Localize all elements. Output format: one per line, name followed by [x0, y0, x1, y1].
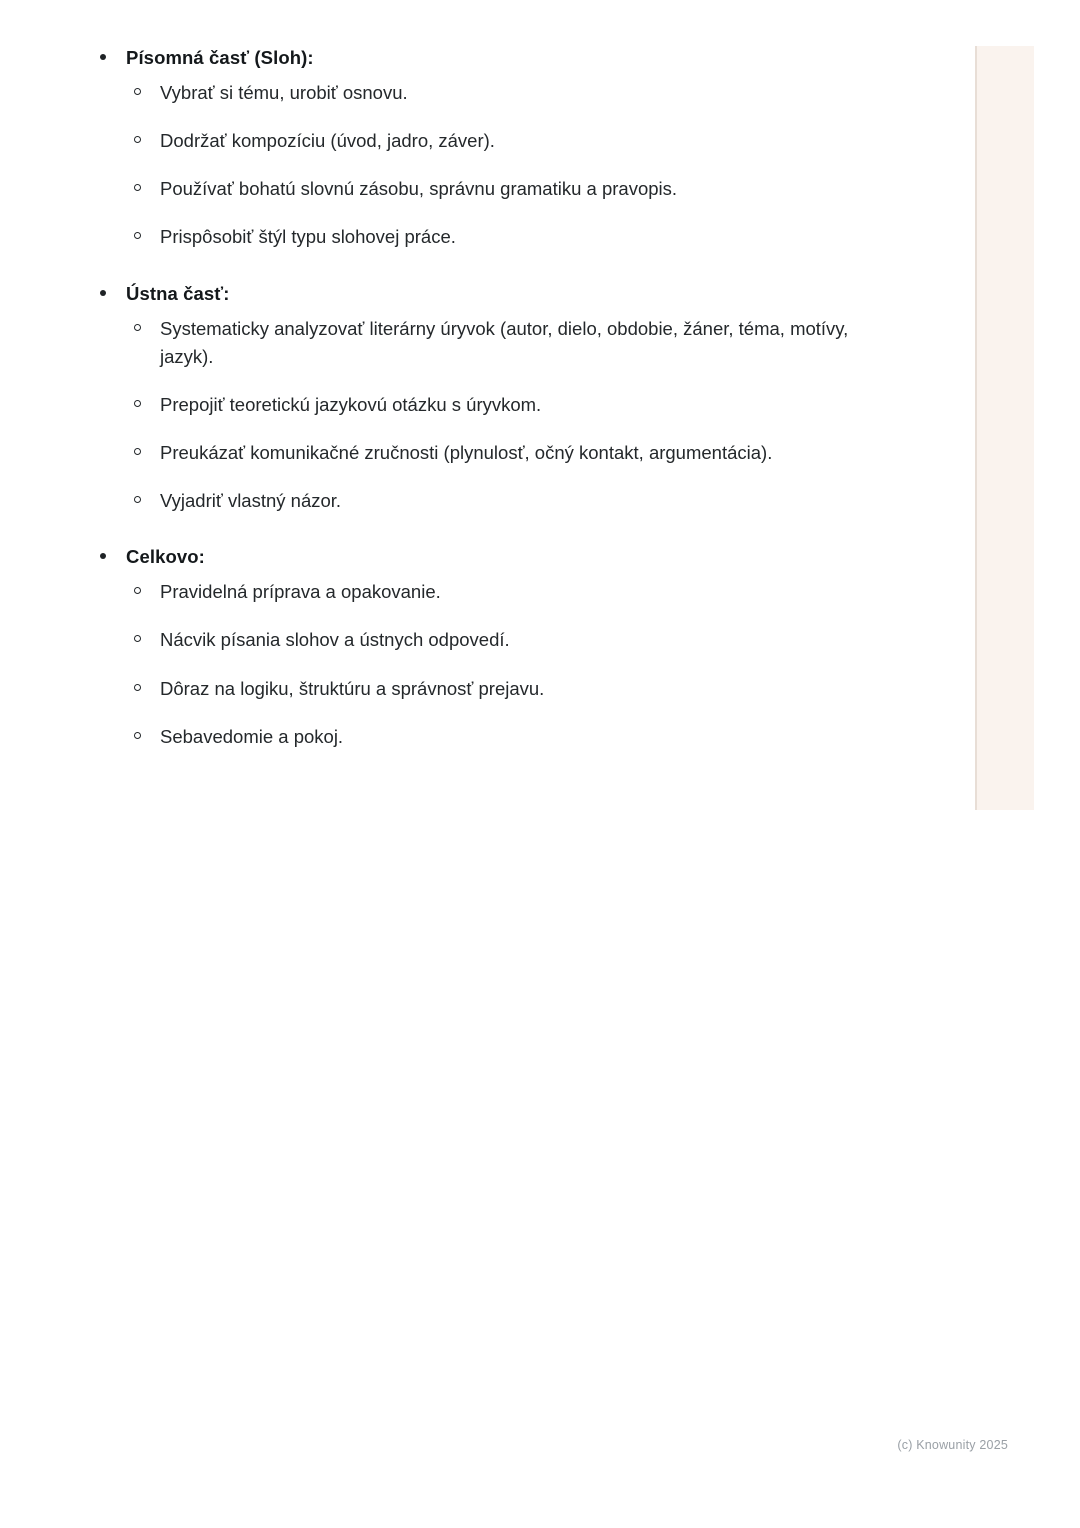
- list-item: [126, 626, 860, 654]
- circle-bullet-icon: [134, 587, 141, 594]
- sub-list: [126, 578, 908, 750]
- list-item-text: Preukázať komunikačné zručnosti (plynulosť, očný kontakt, argumentácia).: [160, 442, 773, 464]
- list-item: [126, 79, 860, 107]
- list-item-text: Vybrať si tému, urobiť osnovu.: [160, 82, 408, 104]
- section-spacer: [88, 266, 908, 282]
- list-item-text: Prispôsobiť štýl typu slohovej práce.: [160, 226, 456, 248]
- list-item: [126, 175, 860, 203]
- margin-stripe-decoration: [975, 46, 1034, 810]
- document-content: [88, 46, 908, 765]
- list-item-text: Nácvik písania slohov a ústnych odpovedí.: [160, 629, 510, 651]
- circle-bullet-icon: [134, 448, 141, 455]
- list-item: [126, 487, 860, 515]
- outline-section-celkovo: [88, 545, 908, 751]
- sub-list: [126, 79, 908, 251]
- list-item: [126, 223, 860, 251]
- list-item: [126, 127, 860, 155]
- section-heading: Písomná časť (Sloh):: [126, 47, 314, 68]
- circle-bullet-icon: [134, 400, 141, 407]
- circle-bullet-icon: [134, 136, 141, 143]
- circle-bullet-icon: [134, 184, 141, 191]
- section-heading: Ústna časť:: [126, 282, 230, 304]
- section-spacer: [88, 529, 908, 545]
- list-item: [126, 315, 860, 371]
- list-item-text: Dôraz na logiku, štruktúru a správnosť prejavu.: [160, 677, 545, 699]
- outline-section-ustna-cast: [88, 282, 908, 516]
- circle-bullet-icon: [134, 684, 141, 691]
- copyright-footer: (c) Knowunity 2025: [897, 1438, 1008, 1452]
- circle-bullet-icon: [134, 496, 141, 503]
- list-item: [126, 675, 860, 703]
- list-item-text: Vyjadriť vlastný názor.: [160, 490, 342, 512]
- list-item: [126, 723, 860, 751]
- bullet-icon: [100, 290, 106, 296]
- list-item-text: Pravidelná príprava a opakovanie.: [160, 581, 441, 603]
- outline-section-pisomna-cast: [88, 46, 908, 252]
- circle-bullet-icon: [134, 88, 141, 95]
- list-item-text: Dodržať kompozíciu (úvod, jadro, záver).: [160, 130, 495, 152]
- circle-bullet-icon: [134, 232, 141, 239]
- list-item: [126, 391, 860, 419]
- list-item: [126, 439, 860, 467]
- sub-list: [126, 315, 908, 516]
- section-heading: Celkovo:: [126, 546, 205, 568]
- bullet-icon: [100, 54, 106, 60]
- list-item-text: Prepojiť teoretickú jazykovú otázku s úryvkom.: [160, 393, 542, 415]
- list-item-text: Sebavedomie a pokoj.: [160, 725, 344, 747]
- list-item: [126, 578, 860, 606]
- bullet-icon: [100, 553, 106, 559]
- outline-list: [88, 46, 908, 751]
- circle-bullet-icon: [134, 732, 141, 739]
- circle-bullet-icon: [134, 635, 141, 642]
- circle-bullet-icon: [134, 324, 141, 331]
- list-item-text: Systematicky analyzovať literárny úryvok (autor, dielo, obdobie, žáner, téma, motívy, jazyk).: [160, 317, 849, 367]
- list-item-text: Používať bohatú slovnú zásobu, správnu gramatiku a pravopis.: [160, 178, 678, 200]
